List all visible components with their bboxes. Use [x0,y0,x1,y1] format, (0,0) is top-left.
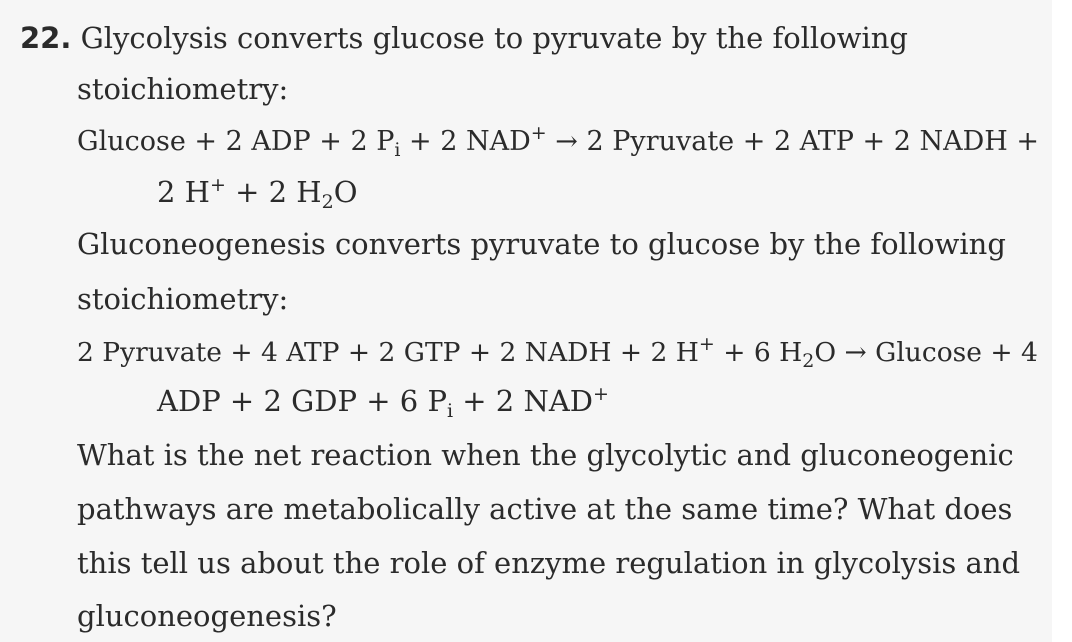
eq-superscript: + [530,122,547,144]
eq-text: Glucose + 2 ADP + 2 P [77,126,395,157]
question-line-2: pathways are metabolically active at the same time? What does [77,492,1013,526]
question-line-4: gluconeogenesis? [77,599,337,633]
question-line-3: this tell us about the role of enzyme regulation in glycolysis and [77,546,1021,580]
eq-subscript: 2 [321,191,334,213]
eq-text: + 2 NAD [453,384,594,418]
glycolysis-equation-line-2 [157,174,358,213]
eq-text: + 6 H [714,337,803,368]
intro-text-1: Glycolysis converts glucose to pyruvate by the following [80,21,908,55]
eq-text: → 2 Pyruvate + 2 ATP + 2 NADH + [546,126,1039,157]
eq-subscript: i [394,139,401,161]
gluconeogenesis-equation-line-2 [157,383,609,422]
glycolysis-equation-line-1 [77,124,1039,160]
eq-superscript: + [209,174,226,196]
eq-text: ADP + 2 GDP + 6 P [157,384,447,418]
eq-text: 2 H [157,175,210,209]
eq-text: O → Glucose + 4 [814,337,1038,368]
eq-subscript: i [446,400,454,422]
gluconeogenesis-equation-line-1 [77,335,1038,371]
intro-line-1 [20,20,908,56]
eq-text: 2 Pyruvate + 4 ATP + 2 GTP + 2 NADH + 2 H [77,337,699,368]
eq-superscript: + [698,333,715,355]
gluconeogenesis-intro-line-2: stoichiometry: [77,282,289,316]
problem-number: 22. [20,21,72,55]
eq-text: + 2 NAD [400,126,531,157]
question-line-1: What is the net reaction when the glycolytic and gluconeogenic [77,438,1014,472]
eq-subscript: 2 [802,350,815,372]
eq-text: O [333,175,358,209]
gluconeogenesis-intro-line-1: Gluconeogenesis converts pyruvate to glucose by the following [77,227,1006,261]
eq-superscript: + [593,383,609,405]
intro-line-2: stoichiometry: [77,72,289,106]
eq-text: + 2 H [225,175,322,209]
